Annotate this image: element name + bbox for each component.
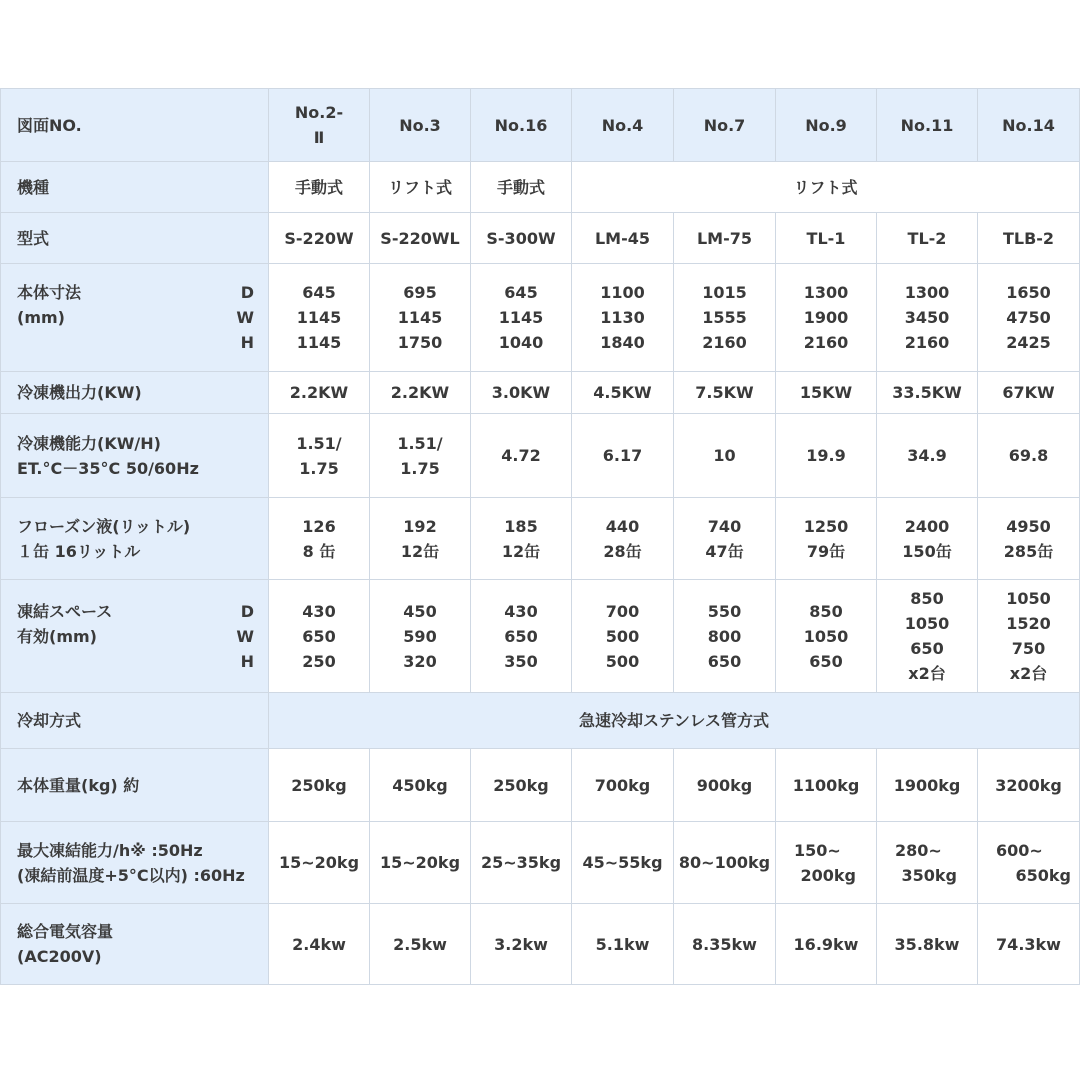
liquid-cell: 740 47缶 (674, 498, 776, 580)
size-cell: 1650 4750 2425 (978, 264, 1080, 372)
size-label: 本体寸法 (mm) (17, 283, 82, 327)
weight-cell: 1100kg (776, 749, 877, 822)
freeze-cell (877, 822, 978, 904)
weight-cell: 700kg (572, 749, 674, 822)
katashiki-cell: TL-1 (776, 213, 877, 264)
power-label: 総合電気容量 (AC200V) (17, 922, 114, 966)
model-no-cell: No.4 (572, 89, 674, 162)
freeze-tl1-line2: 200kg (800, 865, 856, 885)
cooling-merged-cell: 急速冷却ステンレス管方式 (269, 693, 1080, 749)
capacity-cell: 19.9 (776, 414, 877, 498)
weight-row (1, 749, 1080, 822)
capacity-cell: 4.72 (471, 414, 572, 498)
space-label-cell (1, 580, 269, 693)
spec-table (0, 88, 1080, 985)
output-row (1, 372, 1080, 414)
liquid-cell: 440 28缶 (572, 498, 674, 580)
power-cell: 35.8kw (877, 904, 978, 985)
freeze-cell: 15~20kg (269, 822, 370, 904)
space-cell: 850 1050 650 (776, 580, 877, 693)
liquid-label: フローズン液(リットル) １缶 16リットル (17, 516, 191, 561)
size-cell: 1300 3450 2160 (877, 264, 978, 372)
katashiki-cell: LM-45 (572, 213, 674, 264)
liquid-cell: 2400 150缶 (877, 498, 978, 580)
header-label: 図面NO. (1, 89, 269, 162)
output-cell: 67KW (978, 372, 1080, 414)
power-cell: 16.9kw (776, 904, 877, 985)
model-no-cell: No.9 (776, 89, 877, 162)
freeze-tlb2-line2: 650kg (1015, 865, 1071, 885)
freeze-cell (776, 822, 877, 904)
freeze-cell: 80~100kg (674, 822, 776, 904)
size-cell: 695 1145 1750 (370, 264, 471, 372)
power-label-cell (1, 904, 269, 985)
freeze-label-cell (1, 822, 269, 904)
weight-cell: 450kg (370, 749, 471, 822)
capacity-cell: 69.8 (978, 414, 1080, 498)
kishu-cell: リフト式 (370, 162, 471, 213)
katashiki-cell: S-220WL (370, 213, 471, 264)
power-cell: 2.5kw (370, 904, 471, 985)
katashiki-cell: TLB-2 (978, 213, 1080, 264)
size-cell: 1015 1555 2160 (674, 264, 776, 372)
katashiki-row (1, 213, 1080, 264)
katashiki-cell: S-220W (269, 213, 370, 264)
weight-cell: 3200kg (978, 749, 1080, 822)
output-cell: 15KW (776, 372, 877, 414)
kishu-row (1, 162, 1080, 213)
freeze-label: 最大凍結能力/h※ :50Hz (凍結前温度+5°C以内) :60Hz (17, 840, 245, 885)
space-dwh-label: D W H (236, 601, 254, 671)
katashiki-cell: LM-75 (674, 213, 776, 264)
header-row (1, 89, 1080, 162)
space-cell: 700 500 500 (572, 580, 674, 693)
model-no-cell: No.14 (978, 89, 1080, 162)
size-cell: 1100 1130 1840 (572, 264, 674, 372)
liquid-label-cell (1, 498, 269, 580)
weight-cell: 900kg (674, 749, 776, 822)
freeze-cell: 25~35kg (471, 822, 572, 904)
size-cell: 645 1145 1145 (269, 264, 370, 372)
space-cell: 1050 1520 750 x2台 (978, 580, 1080, 693)
kishu-cell: 手動式 (471, 162, 572, 213)
spec-table-container (0, 88, 1080, 985)
weight-cell: 250kg (471, 749, 572, 822)
liquid-row (1, 498, 1080, 580)
output-cell: 33.5KW (877, 372, 978, 414)
size-cell: 645 1145 1040 (471, 264, 572, 372)
liquid-cell: 192 12缶 (370, 498, 471, 580)
kishu-cell: 手動式 (269, 162, 370, 213)
capacity-cell: 34.9 (877, 414, 978, 498)
output-cell: 2.2KW (370, 372, 471, 414)
weight-label: 本体重量(kg) 約 (1, 749, 269, 822)
liquid-cell: 185 12缶 (471, 498, 572, 580)
output-cell: 2.2KW (269, 372, 370, 414)
model-no-cell: No.16 (471, 89, 572, 162)
kishu-label: 機種 (1, 162, 269, 213)
space-row (1, 580, 1080, 693)
weight-cell: 1900kg (877, 749, 978, 822)
model-no-cell: No.3 (370, 89, 471, 162)
capacity-label-cell (1, 414, 269, 498)
model-no-cell: No.2- Ⅱ (269, 89, 370, 162)
weight-cell: 250kg (269, 749, 370, 822)
liquid-cell: 4950 285缶 (978, 498, 1080, 580)
model-no-cell: No.11 (877, 89, 978, 162)
output-cell: 4.5KW (572, 372, 674, 414)
capacity-label: 冷凍機能力(KW/H) ET.°C－35°C 50/60Hz (17, 433, 199, 478)
capacity-cell: 10 (674, 414, 776, 498)
freeze-tl2-line2: 350kg (901, 865, 957, 885)
power-cell: 2.4kw (269, 904, 370, 985)
capacity-row (1, 414, 1080, 498)
output-cell: 7.5KW (674, 372, 776, 414)
freeze-cell: 45~55kg (572, 822, 674, 904)
size-dwh-label: D W H (236, 283, 254, 352)
size-label-cell (1, 264, 269, 372)
size-row (1, 264, 1080, 372)
space-cell: 550 800 650 (674, 580, 776, 693)
freeze-tl1-line1: 150~ (794, 840, 841, 860)
freeze-tlb2-line1: 600~ (996, 840, 1043, 860)
katashiki-cell: S-300W (471, 213, 572, 264)
power-cell: 3.2kw (471, 904, 572, 985)
model-no-cell: No.7 (674, 89, 776, 162)
power-row (1, 904, 1080, 985)
katashiki-cell: TL-2 (877, 213, 978, 264)
cooling-label: 冷却方式 (1, 693, 269, 749)
freeze-tl2-line1: 280~ (895, 840, 942, 860)
katashiki-label: 型式 (1, 213, 269, 264)
freeze-row (1, 822, 1080, 904)
space-cell: 850 1050 650 x2台 (877, 580, 978, 693)
output-cell: 3.0KW (471, 372, 572, 414)
liquid-cell: 1250 79缶 (776, 498, 877, 580)
size-cell: 1300 1900 2160 (776, 264, 877, 372)
power-cell: 8.35kw (674, 904, 776, 985)
liquid-cell: 126 8 缶 (269, 498, 370, 580)
output-label: 冷凍機出力(KW) (1, 372, 269, 414)
capacity-cell: 6.17 (572, 414, 674, 498)
space-cell: 450 590 320 (370, 580, 471, 693)
space-label: 凍結スペース 有効(mm) (17, 601, 113, 646)
capacity-cell: 1.51/ 1.75 (370, 414, 471, 498)
kishu-merged-cell: リフト式 (572, 162, 1080, 213)
space-cell: 430 650 350 (471, 580, 572, 693)
freeze-cell: 15~20kg (370, 822, 471, 904)
space-cell: 430 650 250 (269, 580, 370, 693)
power-cell: 5.1kw (572, 904, 674, 985)
cooling-row (1, 693, 1080, 749)
capacity-cell: 1.51/ 1.75 (269, 414, 370, 498)
freeze-cell (978, 822, 1080, 904)
power-cell: 74.3kw (978, 904, 1080, 985)
